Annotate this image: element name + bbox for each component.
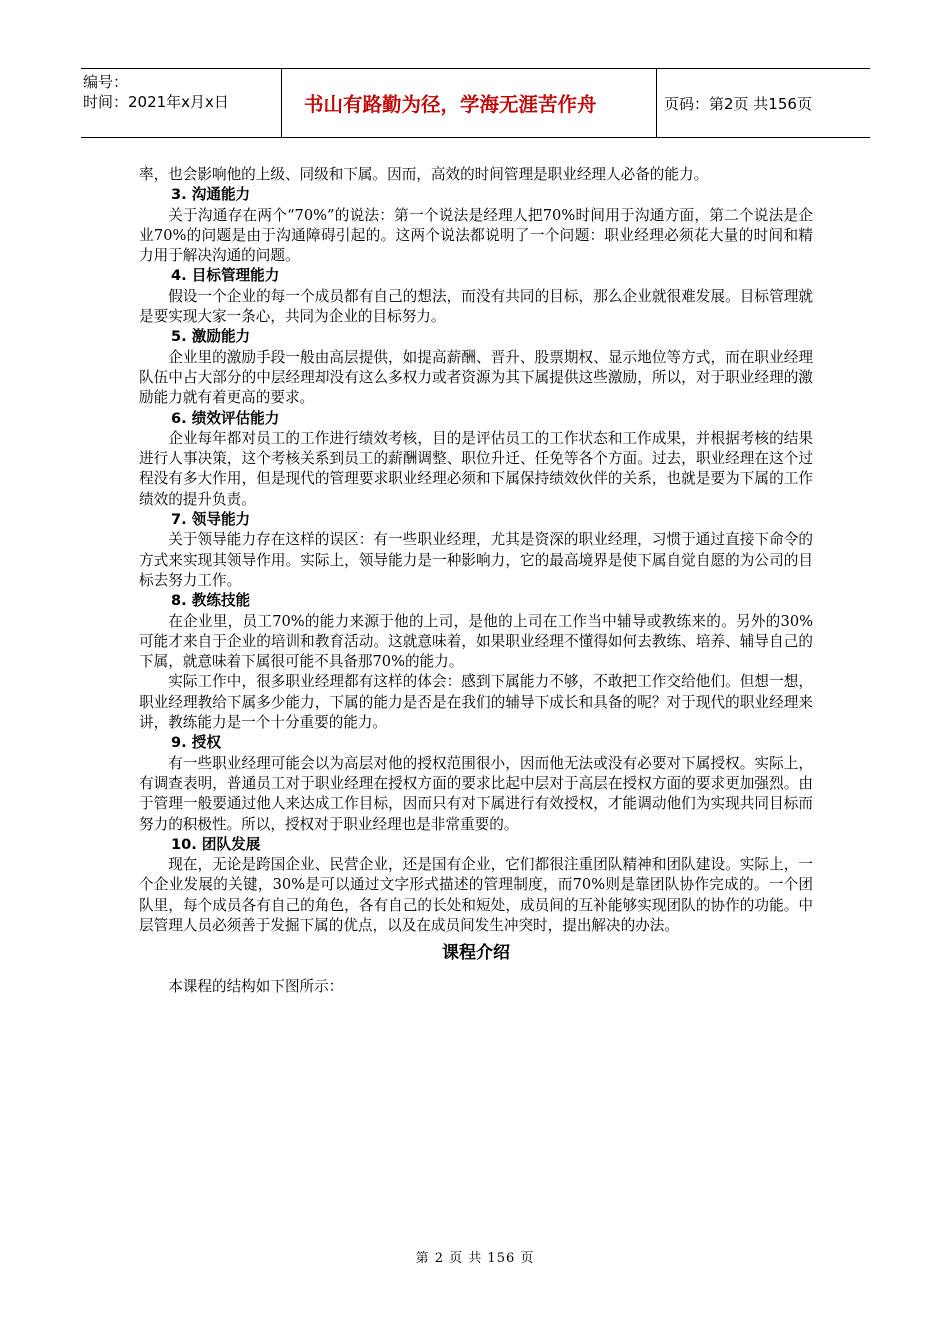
header-meta-cell [81, 69, 282, 137]
heading-goal-management: 4. 目标管理能力 [171, 267, 280, 285]
header-motto: 书山有路勤为径，学海无涯苦作舟 [282, 69, 657, 137]
heading-communication: 3. 沟通能力 [171, 186, 251, 204]
paragraph-time-management-end: 率，也会影响他的上级、同级和下属。因而，高效的时间管理是职业经理人必备的能力。 [139, 166, 709, 183]
paragraph-leadership: 关于领导能力存在这样的误区：有一些职业经理，尤其是资深的职业经理，习惯于通过直接下命令的方式来实现其领导作用。实际上，领导能力是一种影响力，它的最高境界是使下属自觉自愿的为公司的目标去努力工作。 [139, 531, 813, 589]
paragraph-motivation: 企业里的激励手段一般由高层提供，如提高薪酬、晋升、股票期权、显示地位等方式，而在职业经理队伍中占大部分的中层经理却没有这么多权力或者资源为其下属提供这些激励，所以，对于职业经理的激励能力就有着更高的要求。 [139, 348, 813, 407]
paragraph-course-intro: 本课程的结构如下图所示： [168, 978, 344, 996]
document-number-label: 编号： [83, 73, 129, 91]
document-body [139, 165, 813, 998]
paragraph-performance-evaluation: 企业每年都对员工的工作进行绩效考核，目的是评估员工的工作状态和工作成果，并根据考核的结果进行人事决策，这个考核关系到员工的薪酬调整、职位升迁、任免等各个方面。过去，职业经理在这个过程没有多大作用，但是现代的管理要求职业经理必须和下属保持绩效伙伴的关系，也就是要为下属的工作绩效的提升负责。 [139, 429, 813, 508]
paragraph-communication: 关于沟通存在两个“70%”的说法：第一个说法是经理人把70%时间用于沟通方面，第二个说法是企业70%的问题是由于沟通障碍引起的。这两个说法都说明了一个问题：职业经理必须花大量的时间和精力用于解决沟通的问题。 [139, 206, 813, 265]
heading-team-development: 10. 团队发展 [171, 835, 261, 853]
page-footer: 第 2 页 共 156 页 [415, 1251, 535, 1266]
section-title-course-intro: 课程介绍 [442, 943, 510, 964]
heading-leadership: 7. 领导能力 [171, 511, 251, 529]
paragraph-coaching-2: 实际工作中，很多职业经理都有这样的体会：感到下属能力不够，不敢把工作交给他们。但想一想，职业经理教给下属多少能力，下属的能力是否是在我们的辅导下成长和具备的呢？对于现代的职业经理来讲，教练能力是一个十分重要的能力。 [139, 673, 813, 732]
heading-motivation: 5. 激励能力 [171, 328, 251, 346]
heading-delegation: 9. 授权 [171, 734, 221, 752]
document-date-label: 时间：2021年x月x日 [83, 93, 229, 111]
page-header [81, 68, 870, 138]
heading-coaching: 8. 教练技能 [171, 592, 251, 610]
heading-performance-evaluation: 6. 绩效评估能力 [171, 409, 280, 427]
paragraph-team-development: 现在，无论是跨国企业、民营企业，还是国有企业，它们都很注重团队精神和团队建设。实际上，一个企业发展的关键，30%是可以通过文字形式描述的管理制度，而70%则是靠团队协作完成的。一个团队里，每个成员各有自己的角色，各有自己的长处和短处，成员间的互补能够实现团队的协作的功能。中层管理人员必须善于发掘下属的优点，以及在成员间发生冲突时，提出解决的办法。 [139, 856, 813, 934]
header-page-number: 页码：第2页 共156页 [664, 94, 812, 113]
paragraph-delegation: 有一些职业经理可能会以为高层对他的授权范围很小，因而他无法或没有必要对下属授权。实际上，有调查表明，普通员工对于职业经理在授权方面的要求比起中层对于高层在授权方面的要求更加强烈。由于管理一般要通过他人来达成工作目标，因而只有对下属进行有效授权，才能调动他们为实现共同目标而努力的积极性。所以，授权对于职业经理也是非常重要的。 [139, 754, 813, 833]
paragraph-coaching-1: 在企业里，员工70%的能力来源于他的上司，是他的上司在工作当中辅导或教练来的。另外的30%可能才来自于企业的培训和教育活动。这就意味着，如果职业经理不懂得如何去教练、培养、辅导自己的下属，就意味着下属很可能不具备那70%的能力。 [139, 612, 813, 671]
paragraph-goal-management: 假设一个企业的每一个成员都有自己的想法，而没有共同的目标，那么企业就很难发展。目标管理就是要实现大家一条心，共同为企业的目标努力。 [139, 287, 813, 326]
